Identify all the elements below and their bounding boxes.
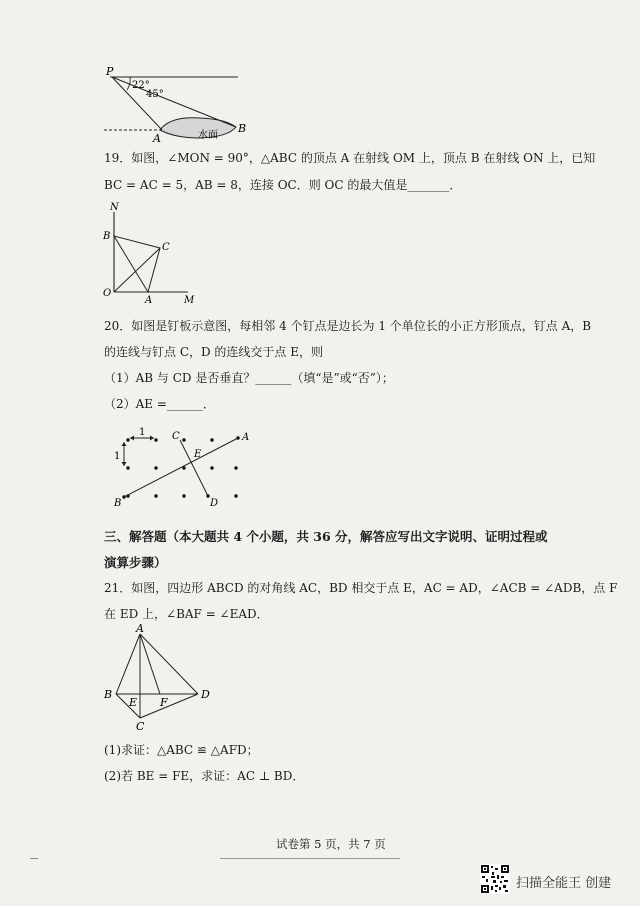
angle-45-label: 45° bbox=[146, 89, 164, 100]
angle-22-label: 22° bbox=[132, 80, 150, 91]
label-A21: A bbox=[136, 624, 144, 635]
label-C20: C bbox=[172, 431, 180, 442]
page-footer: 试卷第 5 页，共 7 页 bbox=[276, 837, 386, 851]
segment-af21 bbox=[140, 634, 160, 694]
q20-sub2: （2）AE =______． bbox=[104, 397, 215, 411]
q19-line1: 19．如图，∠MON = 90°，△ABC 的顶点 A 在射线 OM 上，顶点 B 在射线 ON 上，已知 bbox=[104, 151, 596, 165]
water-label: 水面 bbox=[198, 130, 218, 141]
triangle-abc bbox=[114, 236, 160, 292]
q20-sub1: （1）AB 与 CD 是否垂直？______（填“是”或“否”）； bbox=[104, 371, 394, 385]
label-C21: C bbox=[136, 720, 145, 733]
sight-line-pb bbox=[112, 77, 236, 127]
label-E20: E bbox=[194, 449, 202, 460]
label-E21: E bbox=[129, 696, 138, 709]
segment-ab21 bbox=[116, 634, 140, 694]
qr-code-icon bbox=[480, 864, 510, 894]
unit-label-v: 1 bbox=[114, 451, 121, 462]
segment-ad21 bbox=[140, 634, 198, 694]
q20-line2: 的连线与钉点 C，D 的连线交于点 E，则 bbox=[104, 345, 324, 359]
label-P: P bbox=[106, 65, 114, 78]
section3-line2: 演算步骤） bbox=[104, 555, 167, 570]
q21-line2: 在 ED 上，∠BAF = ∠EAD． bbox=[104, 607, 269, 621]
q21-sub2: (2)若 BE = FE，求证：AC ⊥ BD． bbox=[104, 769, 305, 783]
left-mark bbox=[30, 858, 38, 859]
unit-label-h: 1 bbox=[139, 427, 146, 438]
label-A19: A bbox=[145, 295, 153, 306]
q19-line2: BC = AC = 5，AB = 8，连接 OC．则 OC 的最大值是_______． bbox=[104, 178, 462, 192]
label-M: M bbox=[184, 295, 195, 306]
q21-line1: 21．如图，四边形 ABCD 的对角线 AC，BD 相交于点 E，AC = AD，∠ACB = ∠ADB，点 F bbox=[104, 581, 618, 595]
segment-ab bbox=[124, 438, 238, 497]
label-C19: C bbox=[162, 242, 170, 253]
figure-21 bbox=[100, 624, 220, 736]
q20-line1: 20．如图是钉板示意图，每相邻 4 个钉点是边长为 1 个单位长的小正方形顶点，钉点 A，B bbox=[104, 319, 592, 333]
segment-cd21 bbox=[140, 694, 198, 718]
label-D21: D bbox=[201, 688, 210, 701]
label-A: A bbox=[153, 132, 161, 142]
label-B: B bbox=[238, 122, 247, 135]
figure-18 bbox=[100, 64, 250, 142]
label-B20: B bbox=[114, 498, 122, 509]
watermark-text: 扫描全能王 创建 bbox=[516, 876, 612, 891]
footer-rule bbox=[220, 858, 400, 859]
figure-20-nailboard bbox=[110, 424, 260, 512]
section3-line1: 三、解答题（本大题共 4 个小题，共 36 分，解答应写出文字说明、证明过程或 bbox=[104, 529, 548, 544]
label-A20: A bbox=[242, 432, 250, 443]
q21-sub1: (1)求证：△ABC ≌ △AFD； bbox=[104, 743, 259, 757]
label-O: O bbox=[103, 288, 112, 299]
label-N: N bbox=[110, 202, 119, 213]
segment-oc bbox=[114, 248, 160, 292]
label-D20: D bbox=[210, 498, 219, 509]
label-B19: B bbox=[103, 231, 111, 242]
figure-19 bbox=[100, 200, 200, 306]
label-F21: F bbox=[160, 696, 168, 709]
label-B21: B bbox=[104, 688, 113, 701]
